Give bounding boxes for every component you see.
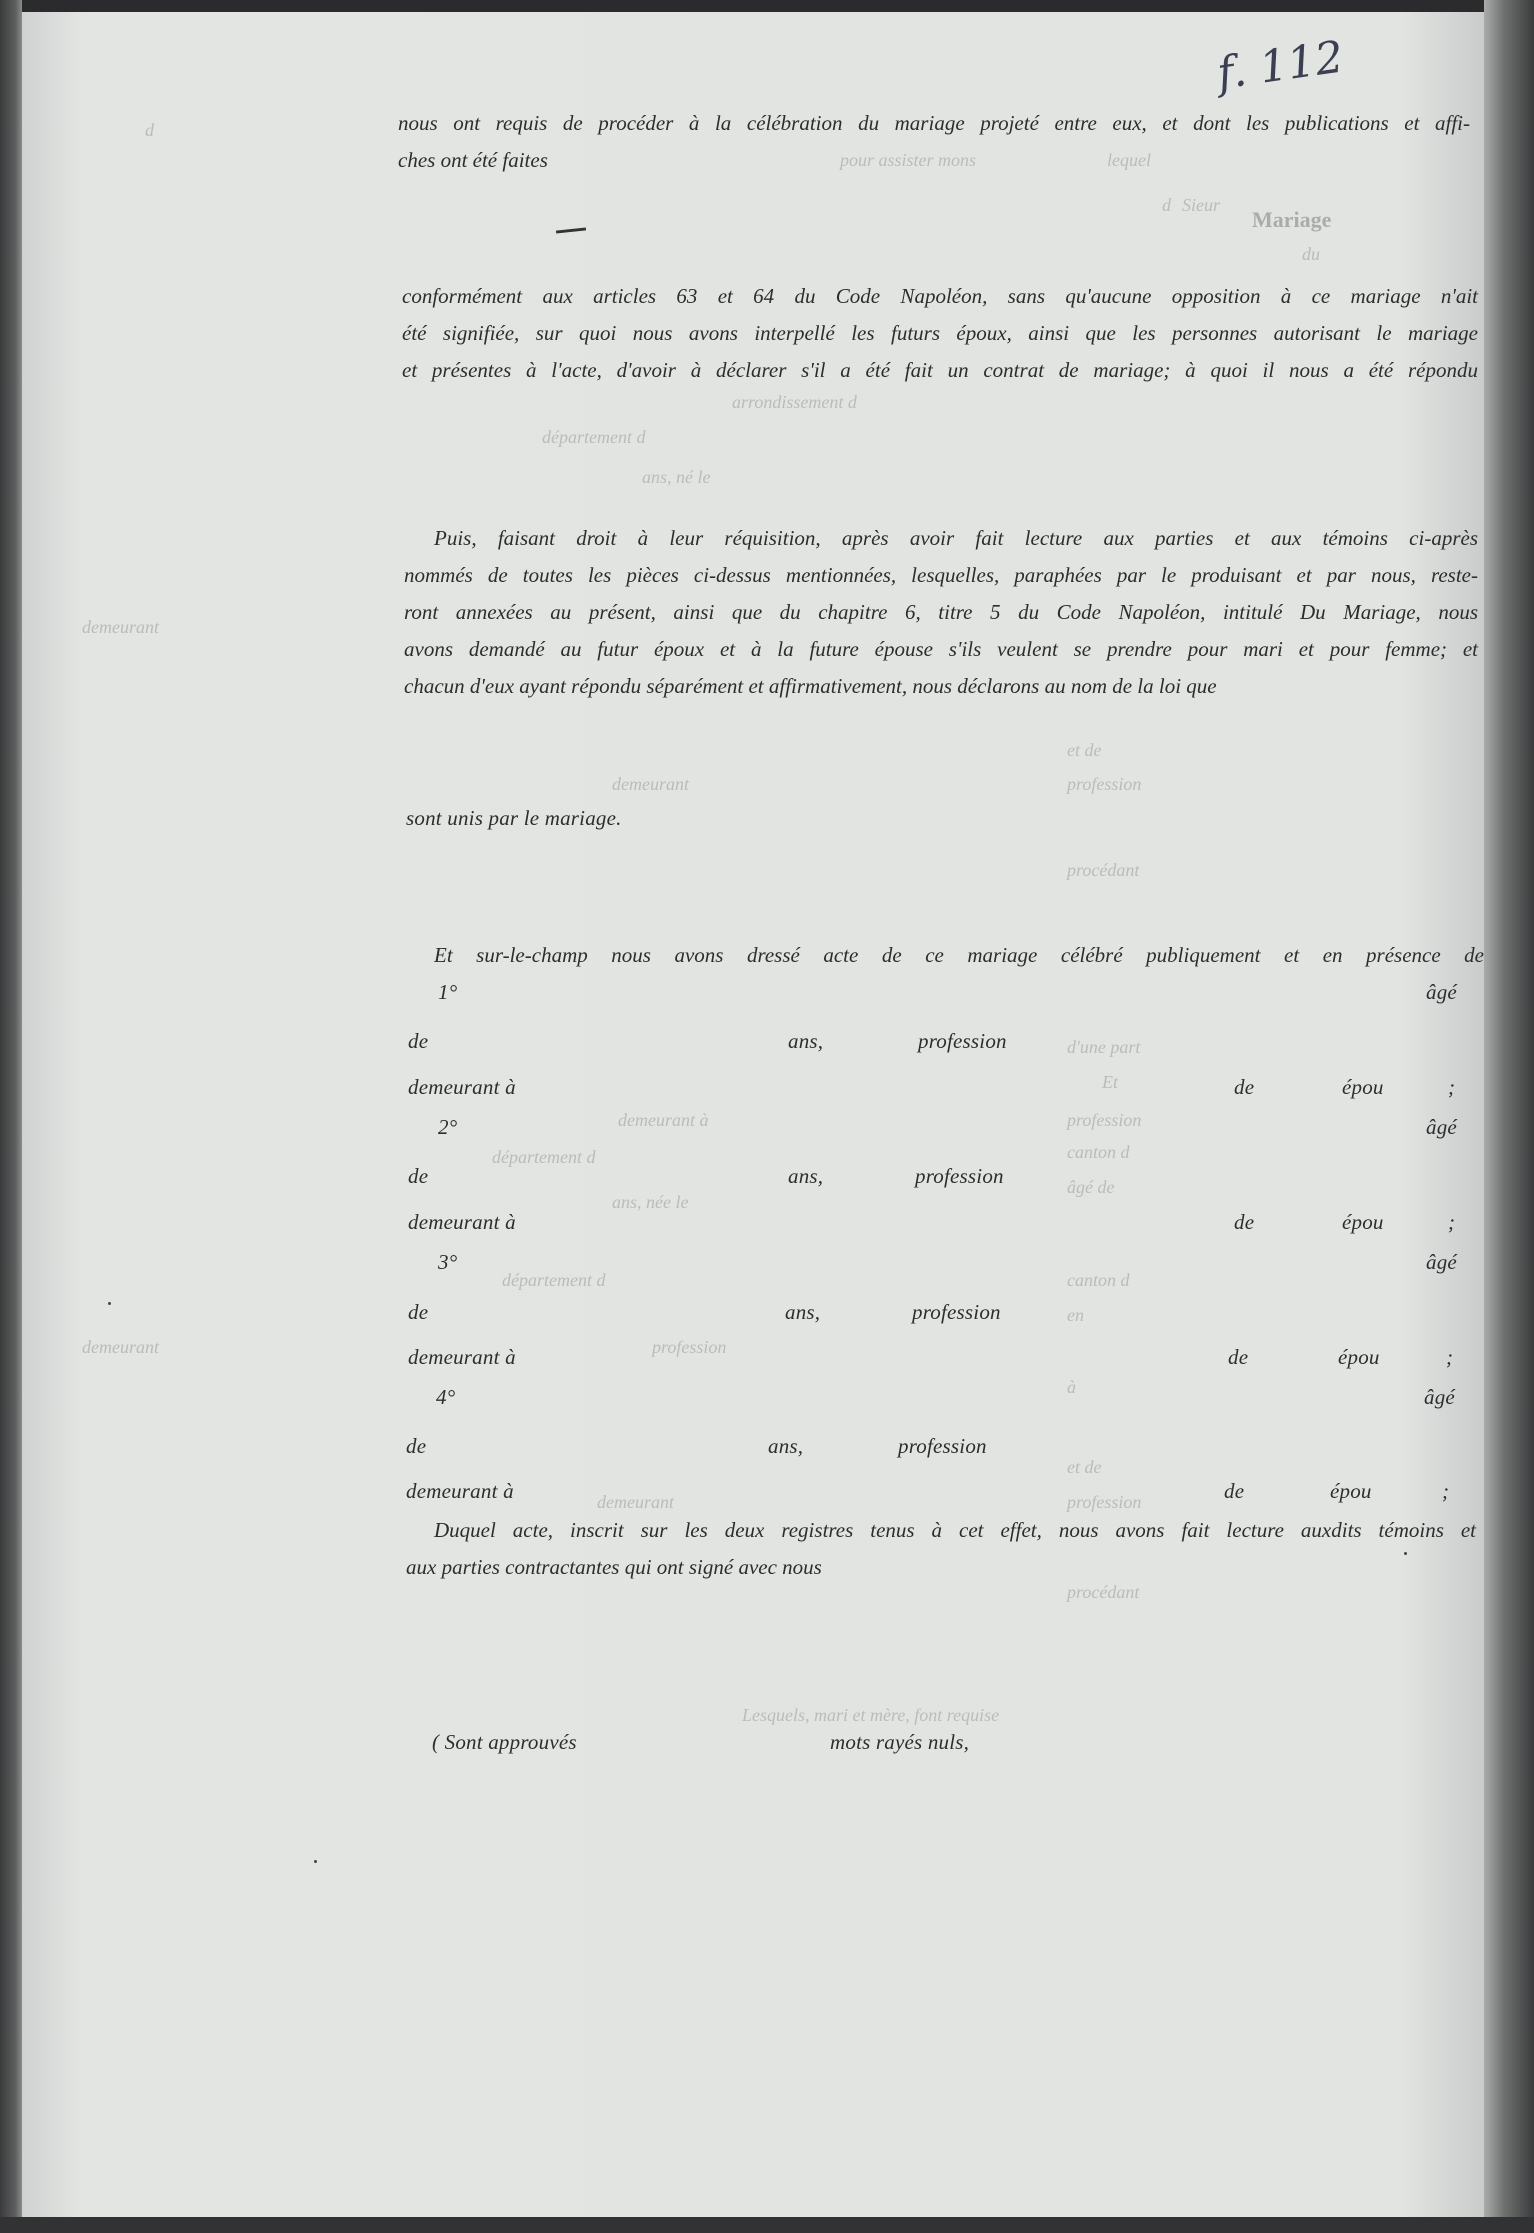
bleed-ans-ne2: ans, née le xyxy=(612,1192,689,1212)
bleed-demeurant2: demeurant xyxy=(82,1337,159,1357)
conform-line-3: et présentes à l'acte, d'avoir à déclarer s'il a été fait un contrat de mariage; à quoi il nous a été répondu xyxy=(402,358,1478,382)
book-spine xyxy=(0,0,22,2233)
bleed-canton2: canton d xyxy=(1067,1270,1130,1290)
witness-4-ans: ans, xyxy=(768,1434,804,1458)
bleed-demeurant1: demeurant xyxy=(82,617,159,637)
bleed-ans-ne: ans, né le xyxy=(642,467,711,487)
bleed-procedant: procédant xyxy=(1067,860,1140,880)
bleed-a: à xyxy=(1067,1377,1076,1397)
witness-1-de2: de xyxy=(1234,1075,1255,1099)
witness-1-age: âgé xyxy=(1426,980,1457,1004)
closing-paragraph xyxy=(406,1512,1476,1586)
witness-1-number: 1° xyxy=(438,980,458,1004)
puis-line-3: ront annexées au présent, ainsi que du chapitre 6, titre 5 du Code Napoléon, intitulé Du Mariage, nous xyxy=(404,600,1478,624)
bleed-dep2: département d xyxy=(492,1147,596,1167)
witness-2-age: âgé xyxy=(1426,1115,1457,1139)
bleed-dem2: demeurant à xyxy=(618,1110,709,1130)
bleed-et-de2: et de xyxy=(1067,1457,1102,1477)
conform-line-2: été signifiée, sur quoi nous avons interpellé les futurs époux, ainsi que les personnes autorisant le mariage xyxy=(402,321,1478,345)
witness-3-age: âgé xyxy=(1426,1250,1457,1274)
witness-4-epou: épou xyxy=(1330,1479,1372,1503)
bleed-dune-part: d'une part xyxy=(1067,1037,1141,1057)
bleed-et-de: et de xyxy=(1067,740,1102,760)
bleed-et: Et xyxy=(1102,1072,1118,1092)
presence-line: Et sur-le-champ nous avons dressé acte de ce mariage célébré publiquement et en présence de xyxy=(434,943,1484,967)
witness-3-demeurant: demeurant à xyxy=(408,1345,516,1369)
witness-4-profession: profession xyxy=(898,1434,987,1458)
bleed-d2: d xyxy=(1162,195,1171,215)
witness-1-profession: profession xyxy=(918,1029,1007,1053)
filler-dash xyxy=(556,227,586,233)
witness-1-de: de xyxy=(408,1029,429,1053)
duquel-line-2: aux parties contractantes qui ont signé avec nous xyxy=(406,1555,822,1579)
page-stack-edge xyxy=(1484,0,1534,2233)
conform-line-1: conformément aux articles 63 et 64 du Code Napoléon, sans qu'aucune opposition à ce mariage n'ait xyxy=(402,284,1478,308)
presence-paragraph xyxy=(434,937,1484,974)
witness-3-de2: de xyxy=(1228,1345,1249,1369)
witness-1-semicolon: ; xyxy=(1448,1075,1456,1099)
bleed-demeurant-b: demeurant xyxy=(612,774,689,794)
witness-3-semicolon: ; xyxy=(1446,1345,1454,1369)
witness-2-de: de xyxy=(408,1164,429,1188)
ink-speck xyxy=(108,1302,111,1305)
witness-4-demeurant: demeurant à xyxy=(406,1479,514,1503)
intro-paragraph xyxy=(398,105,1470,179)
bleed-en: en xyxy=(1067,1305,1084,1325)
declaration-paragraph xyxy=(404,520,1478,705)
witness-1-ans: ans, xyxy=(788,1029,824,1053)
bleed-du: du xyxy=(1302,244,1320,264)
witness-2-semicolon: ; xyxy=(1448,1210,1456,1234)
conformity-paragraph xyxy=(402,278,1478,389)
intro-line-2: ches ont été faites xyxy=(398,148,548,172)
witness-2-de2: de xyxy=(1234,1210,1255,1234)
witness-2-ans: ans, xyxy=(788,1164,824,1188)
ink-speck xyxy=(1404,1552,1407,1555)
bleed-demeurant3: demeurant xyxy=(597,1492,674,1512)
bleed-d: d xyxy=(145,120,154,140)
puis-line-1: Puis, faisant droit à leur réquisition, après avoir fait lecture aux parties et aux témoins ci-après xyxy=(434,526,1478,550)
approval-words: mots rayés nuls, xyxy=(830,1730,970,1754)
witness-3-epou: épou xyxy=(1338,1345,1380,1369)
witness-1-demeurant: demeurant à xyxy=(408,1075,516,1099)
bleed-departement: département d xyxy=(542,427,646,447)
witness-2-demeurant: demeurant à xyxy=(408,1210,516,1234)
bleed-dep3: département d xyxy=(502,1270,606,1290)
puis-line-4: avons demandé au futur époux et à la future épouse s'ils veulent se prendre pour mari et pour femme; et xyxy=(404,637,1478,661)
witness-4-age: âgé xyxy=(1424,1385,1455,1409)
witness-2-number: 2° xyxy=(438,1115,458,1139)
bleed-procedant2: procédant xyxy=(1067,1582,1140,1602)
bleed-sieur: Sieur xyxy=(1182,195,1220,215)
bleed-profession4: profession xyxy=(1067,1492,1142,1512)
register-page xyxy=(22,12,1484,2217)
united-by-marriage: sont unis par le mariage. xyxy=(406,806,622,830)
bleed-lesquels: Lesquels, mari et mère, font requise xyxy=(742,1705,1000,1725)
bleed-profession2: profession xyxy=(1067,1110,1142,1130)
puis-line-5: chacun d'eux ayant répondu séparément et affirmativement, nous déclarons au nom de la loi que xyxy=(404,674,1217,698)
bleed-canton: canton d xyxy=(1067,1142,1130,1162)
bottom-edge xyxy=(0,2217,1534,2233)
witness-1-epou: épou xyxy=(1342,1075,1384,1099)
bleed-mariage: Mariage xyxy=(1252,207,1332,232)
ink-speck xyxy=(314,1860,317,1863)
witness-3-profession: profession xyxy=(912,1300,1001,1324)
witness-2-epou: épou xyxy=(1342,1210,1384,1234)
witness-4-de2: de xyxy=(1224,1479,1245,1503)
witness-4-de: de xyxy=(406,1434,427,1458)
bleed-pour-assister: pour assister mons xyxy=(840,150,977,170)
approval-open: ( Sont approuvés xyxy=(432,1730,577,1754)
folio-number: f. 112 xyxy=(1214,31,1347,100)
witness-3-ans: ans, xyxy=(785,1300,821,1324)
witness-2-profession: profession xyxy=(915,1164,1004,1188)
intro-line-1: nous ont requis de procéder à la célébration du mariage projeté entre eux, et dont les publications et affi- xyxy=(398,111,1470,135)
bleed-arrondissement: arrondissement d xyxy=(732,392,857,412)
witness-3-number: 3° xyxy=(438,1250,458,1274)
bleed-profession3: profession xyxy=(652,1337,727,1357)
bleed-lequel: lequel xyxy=(1107,150,1151,170)
witness-4-semicolon: ; xyxy=(1442,1479,1450,1503)
duquel-line-1: Duquel acte, inscrit sur les deux registres tenus à cet effet, nous avons fait lecture auxdits témoins et xyxy=(434,1518,1476,1542)
witness-3-de: de xyxy=(408,1300,429,1324)
puis-line-2: nommés de toutes les pièces ci-dessus mentionnées, lesquelles, paraphées par le produisant et par nous, reste- xyxy=(404,563,1478,587)
witness-4-number: 4° xyxy=(436,1385,456,1409)
bleed-age-de: âgé de xyxy=(1067,1177,1115,1197)
bleed-profession1: profession xyxy=(1067,774,1142,794)
